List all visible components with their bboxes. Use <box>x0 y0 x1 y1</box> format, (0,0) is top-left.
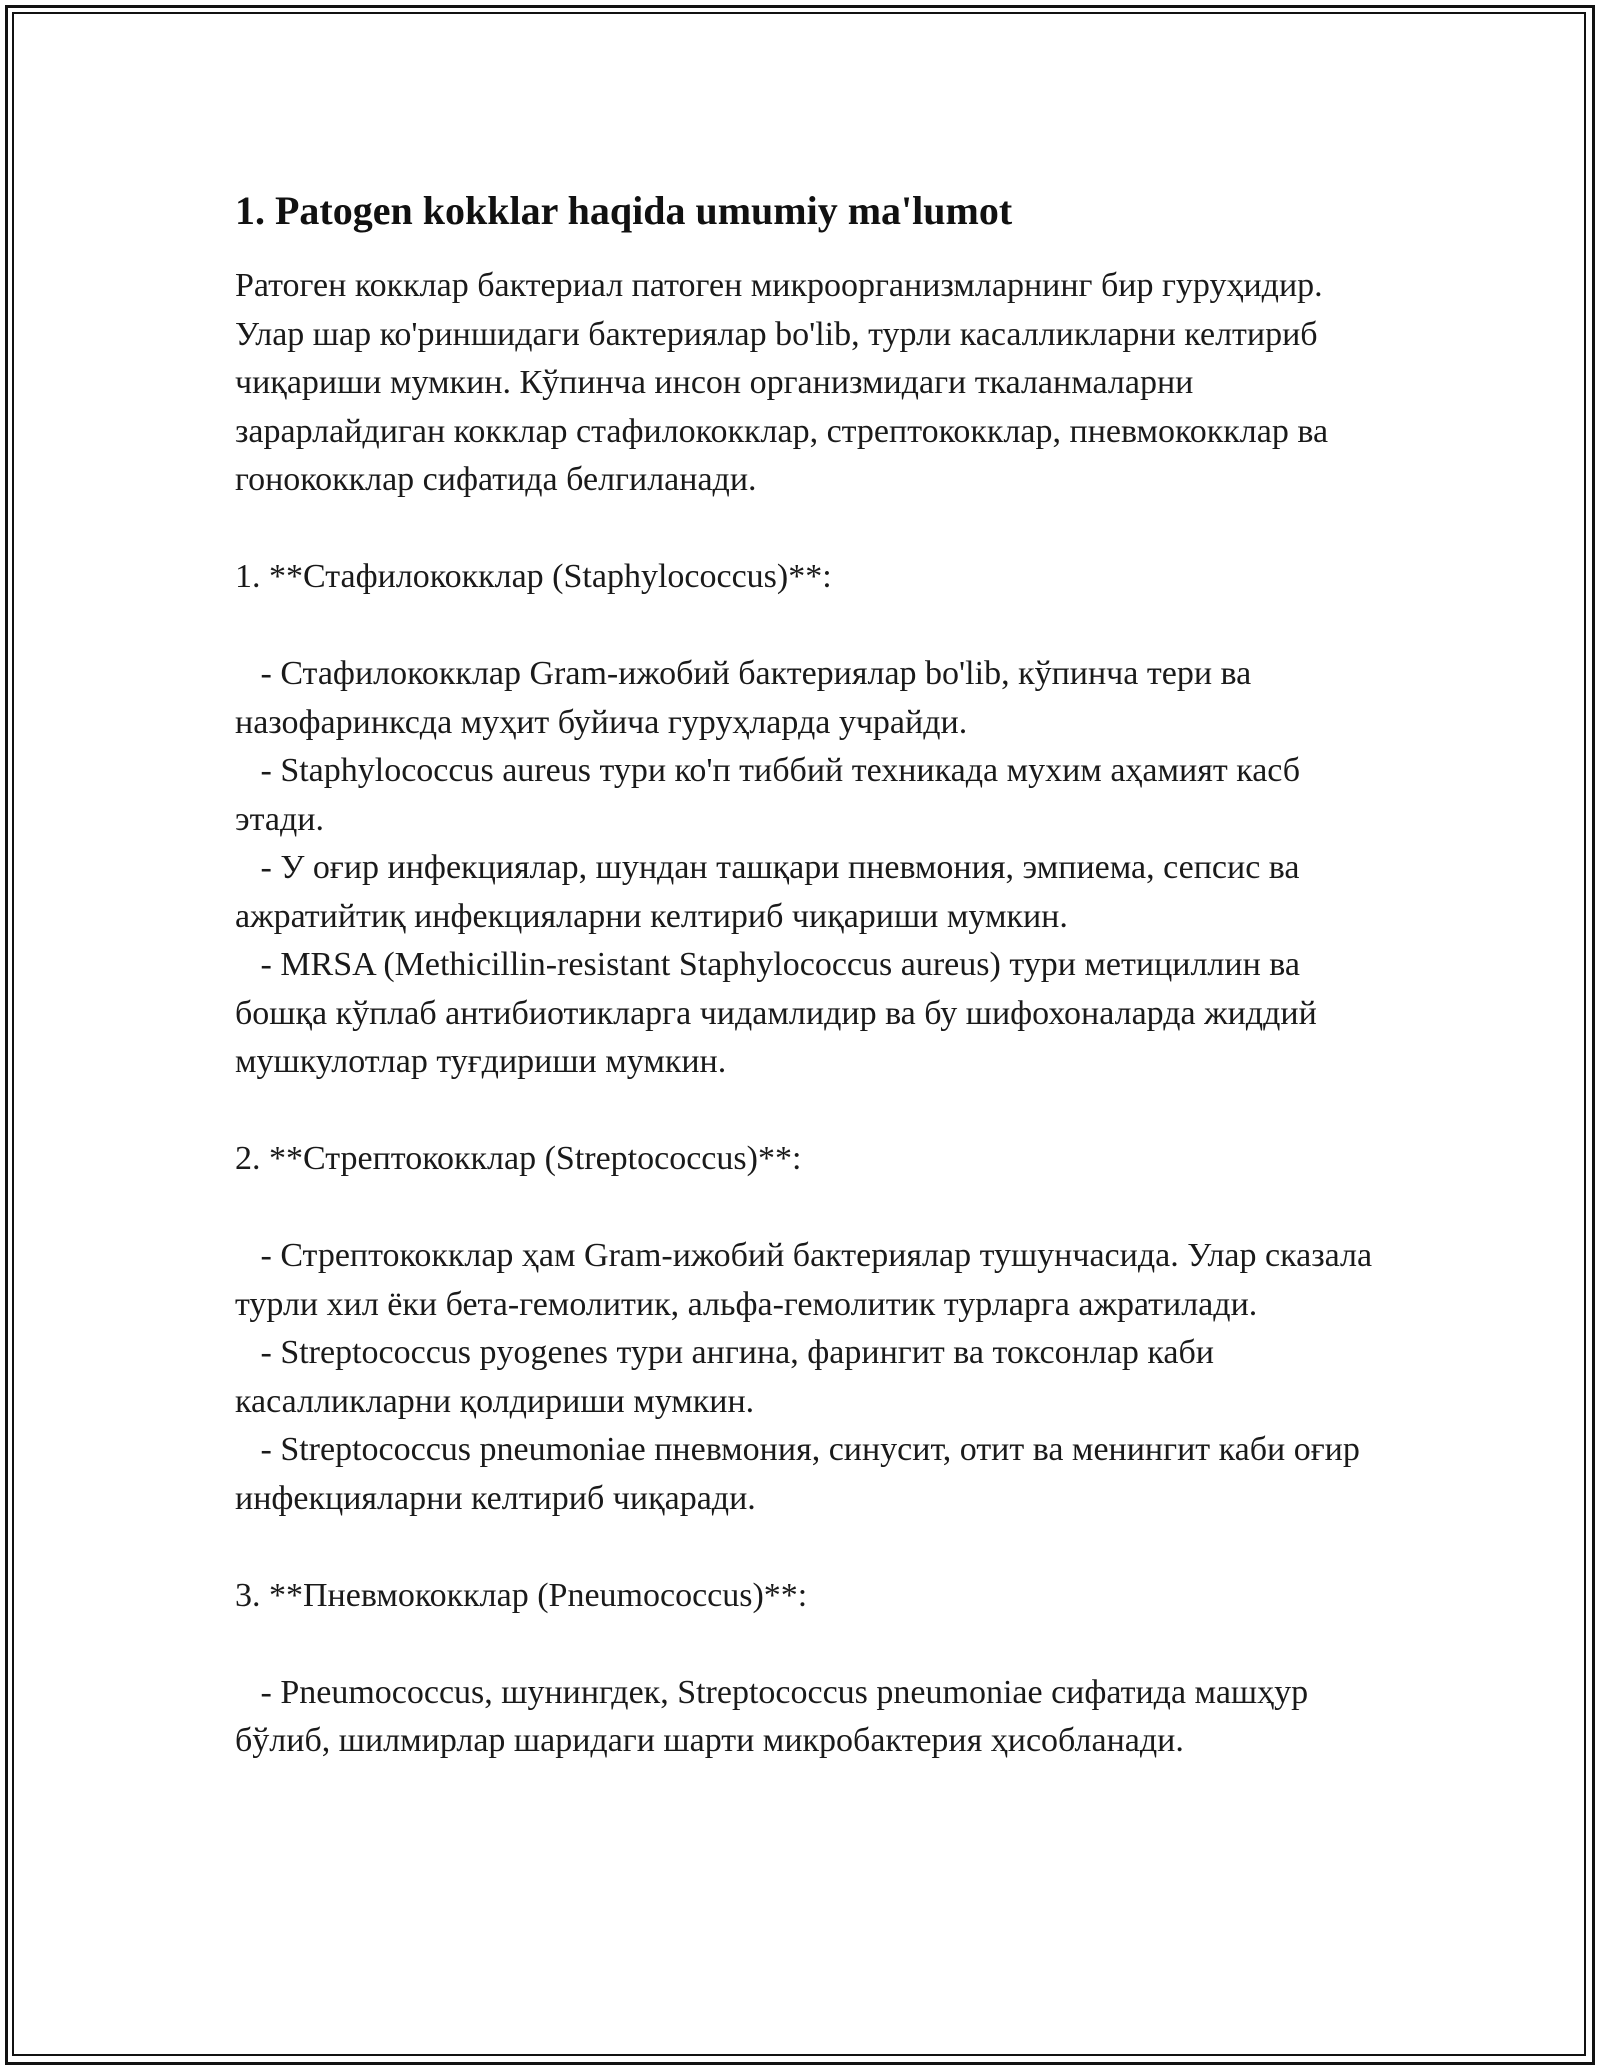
document-body: Ратоген кокклар бактериал патоген микроорганизмларнинг бир гуруҳидир. Улар шар ко'риншидаги бактериялар bo'lib, турли касалликларни келтириб чиқариши мумкин. Кўпинча инсон организмидаги ткаланмаларни зарарлайдиган кокклар стафилококклар, стрептококклар, пневмококклар ва гонококклар сифатида белгиланади. 1. **Стафилококклар (Staphylococcus)**: - Стафилококклар Gram-ижобий бактериялар bo'lib, кўпинча тери ва назофаринксда муҳит буйича гуруҳларда учрайди. - Staphylococcus aureus тури ко'п тиббий техникада мухим аҳамият касб этади. - У оғир инфекциялар, шундан ташқари пневмония, эмпиема, сепсис ва ажратийтиқ инфекцияларни келтириб чиқариши мумкин. - MRSA (Methicillin-resistant Staphylococcus aureus) тури метициллин ва бошқа кўплаб антибиотикларга чидамлидир ва бу шифохоналарда жиддий мушкулотлар туғдириши мумкин. 2. **Стрептококклар (Streptococcus)**: - Стрептококклар ҳам Gram-ижобий бактериялар тушунчасида. Улар сказала турли хил ёки бета-гемолитик, альфа-гемолитик турларга ажратилади. - Streptococcus pyogenes тури ангина, фарингит ва токсонлар каби касалликларни қолдириши мумкин. - Streptococcus pneumoniae пневмония, синусит, отит ва менингит каби оғир инфекцияларни келтириб чиқаради. 3. **Пневмококклар (Pneumococcus)**: - Pneumococcus, шунингдек, Streptococcus pneumoniae сифатида машҳур бўлиб, шилмирлар шаридаги шарти микробактерия ҳисобланади. <box>235 267 1373 1759</box>
document-title: 1. Patogen kokklar haqida umumiy ma'lumot <box>235 188 1013 233</box>
document-page <box>235 186 1385 1766</box>
